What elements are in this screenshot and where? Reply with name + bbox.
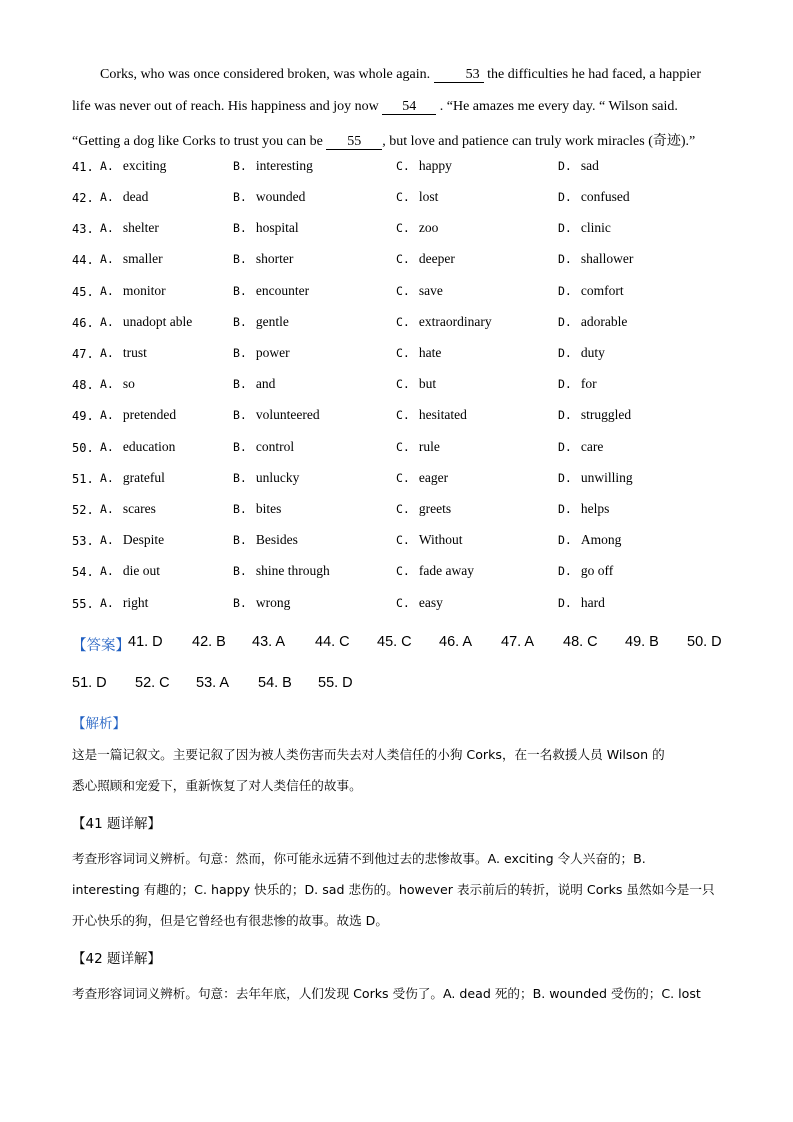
option-text: but [418, 376, 437, 391]
option-a [100, 345, 147, 361]
answer-item: 44. C [315, 634, 350, 650]
option-text: and [255, 376, 276, 391]
option-text: sad [580, 158, 599, 173]
question-row [72, 283, 724, 303]
answer-item: 48. C [563, 634, 598, 650]
option-letter: C. [396, 190, 410, 204]
option-text: encounter [255, 283, 310, 298]
answer-item: 49. B [625, 634, 659, 650]
option-text: exciting [122, 158, 167, 173]
question-row [72, 314, 724, 334]
question-row [72, 532, 724, 552]
option-c [396, 532, 463, 548]
option-letter: B. [233, 471, 247, 485]
option-text: Among [580, 532, 622, 547]
option-b [233, 251, 293, 267]
option-letter: C. [396, 284, 410, 298]
option-letter: A. [100, 502, 114, 516]
option-a [100, 376, 135, 392]
option-text: eager [418, 470, 449, 485]
option-letter: D. [558, 596, 572, 610]
option-a [100, 220, 159, 236]
question-row [72, 407, 724, 427]
option-text: rule [418, 439, 440, 454]
option-a [100, 439, 175, 455]
option-b [233, 501, 281, 517]
question-number: 46. [72, 316, 94, 330]
option-a [100, 532, 164, 548]
option-text: unadopt able [122, 314, 193, 329]
option-a [100, 283, 166, 299]
option-text: deeper [418, 251, 455, 266]
option-text: so [122, 376, 135, 391]
option-c [396, 595, 443, 611]
option-text: greets [418, 501, 452, 516]
option-d [558, 470, 633, 486]
passage-text: “Getting a dog like Corks to trust you can be [72, 134, 323, 149]
option-letter: D. [558, 377, 572, 391]
question-row [72, 595, 724, 615]
option-text: extraordinary [418, 314, 492, 329]
option-d [558, 532, 621, 548]
option-text: zoo [418, 220, 439, 235]
option-b [233, 158, 313, 174]
option-letter: C. [396, 502, 410, 516]
passage-text: the difficulties he had faced, a happier [487, 67, 702, 82]
option-letter: D. [558, 221, 572, 235]
answer-item: 53. A [196, 675, 230, 691]
option-text: volunteered [255, 407, 320, 422]
option-text: Without [418, 532, 463, 547]
question-row [72, 470, 724, 490]
passage-text: life was never out of reach. His happiness and joy now [72, 99, 379, 114]
option-letter: D. [558, 346, 572, 360]
option-text: shorter [255, 251, 294, 266]
answer-item: 41. D [128, 634, 163, 650]
option-letter: C. [396, 408, 410, 422]
q41-line-2: interesting 有趣的；C. happy 快乐的；D. sad 悲伤的。however 表示前后的转折，说明 Corks 虽然如今是一只 [72, 882, 715, 897]
passage-text: , but love and patience can truly work miracles (奇迹).” [382, 134, 696, 149]
option-d [558, 345, 605, 361]
option-letter: A. [100, 471, 114, 485]
option-d [558, 189, 630, 205]
option-text: for [580, 376, 597, 391]
option-c [396, 376, 436, 392]
option-letter: C. [396, 346, 410, 360]
option-letter: D. [558, 408, 572, 422]
option-text: Besides [255, 532, 298, 547]
option-text: duty [580, 345, 605, 360]
option-text: care [580, 439, 604, 454]
option-text: power [255, 345, 290, 360]
passage-line-1 [72, 67, 724, 83]
analysis-label: 【解析】 [72, 716, 126, 732]
option-d [558, 563, 613, 579]
option-c [396, 407, 467, 423]
option-b [233, 189, 305, 205]
option-letter: B. [233, 564, 247, 578]
option-text: right [122, 595, 149, 610]
option-letter: A. [100, 533, 114, 547]
option-letter: C. [396, 533, 410, 547]
option-c [396, 220, 438, 236]
option-text: interesting [255, 158, 313, 173]
option-b [233, 439, 294, 455]
option-c [396, 283, 443, 299]
option-d [558, 595, 605, 611]
answer-item: 51. D [72, 675, 107, 691]
option-text: bites [255, 501, 282, 516]
option-a [100, 501, 156, 517]
option-letter: A. [100, 284, 114, 298]
option-letter: A. [100, 408, 114, 422]
option-text: shallower [580, 251, 634, 266]
option-letter: D. [558, 471, 572, 485]
question-number: 53. [72, 534, 94, 548]
option-a [100, 595, 148, 611]
option-letter: A. [100, 190, 114, 204]
question-number: 47. [72, 347, 94, 361]
option-letter: D. [558, 315, 572, 329]
option-text: monitor [122, 283, 166, 298]
option-letter: A. [100, 564, 114, 578]
option-letter: A. [100, 315, 114, 329]
option-text: easy [418, 595, 443, 610]
option-letter: B. [233, 596, 247, 610]
question-number: 48. [72, 378, 94, 392]
option-c [396, 345, 441, 361]
option-c [396, 439, 440, 455]
option-text: trust [122, 345, 147, 360]
option-b [233, 407, 320, 423]
option-c [396, 563, 474, 579]
option-b [233, 563, 330, 579]
question-row [72, 189, 724, 209]
answer-item: 42. B [192, 634, 226, 650]
option-letter: B. [233, 315, 247, 329]
option-text: die out [122, 563, 160, 578]
option-d [558, 376, 597, 392]
summary-line-2: 悉心照顾和宠爱下，重新恢复了对人类信任的故事。 [72, 778, 362, 793]
question-number: 52. [72, 503, 94, 517]
option-letter: C. [396, 440, 410, 454]
option-b [233, 345, 290, 361]
option-letter: B. [233, 252, 247, 266]
option-letter: C. [396, 564, 410, 578]
option-text: education [122, 439, 176, 454]
option-letter: D. [558, 159, 572, 173]
question-row [72, 376, 724, 396]
option-letter: C. [396, 159, 410, 173]
option-text: hesitated [418, 407, 467, 422]
option-a [100, 563, 160, 579]
option-a [100, 470, 165, 486]
option-d [558, 314, 627, 330]
option-letter: B. [233, 408, 247, 422]
answer-item: 50. D [687, 634, 722, 650]
option-letter: A. [100, 252, 114, 266]
option-letter: A. [100, 221, 114, 235]
option-letter: C. [396, 596, 410, 610]
option-text: smaller [122, 251, 163, 266]
option-text: helps [580, 501, 610, 516]
option-letter: D. [558, 564, 572, 578]
q41-line-1: 考查形容词词义辨析。句意：然而，你可能永远猜不到他过去的悲惨故事。A. exciting 令人兴奋的；B. [72, 851, 646, 866]
question-row [72, 439, 724, 459]
option-b [233, 595, 290, 611]
option-text: hospital [255, 220, 299, 235]
answer-item: 55. D [318, 675, 353, 691]
option-d [558, 158, 599, 174]
option-letter: A. [100, 377, 114, 391]
passage-line-3 [72, 130, 724, 150]
answer-item: 47. A [501, 634, 535, 650]
option-letter: A. [100, 596, 114, 610]
q41-line-3: 开心快乐的狗，但是它曾经也有很悲惨的故事。故选 D。 [72, 913, 388, 928]
option-text: struggled [580, 407, 632, 422]
option-letter: A. [100, 159, 114, 173]
option-a [100, 314, 192, 330]
option-text: pretended [122, 407, 177, 422]
option-d [558, 501, 609, 517]
option-text: hate [418, 345, 442, 360]
option-d [558, 283, 624, 299]
option-c [396, 189, 438, 205]
option-b [233, 376, 275, 392]
answer-row-2 [72, 675, 724, 697]
option-a [100, 189, 148, 205]
option-c [396, 470, 448, 486]
option-a [100, 158, 166, 174]
option-text: go off [580, 563, 614, 578]
question-row [72, 158, 724, 178]
passage-line-2 [72, 99, 724, 115]
blank-55: 55 [326, 134, 382, 150]
option-letter: B. [233, 502, 247, 516]
option-text: Despite [122, 532, 165, 547]
option-d [558, 407, 631, 423]
question-row [72, 501, 724, 521]
option-letter: B. [233, 346, 247, 360]
option-text: fade away [418, 563, 474, 578]
option-letter: B. [233, 221, 247, 235]
option-d [558, 220, 611, 236]
option-text: happy [418, 158, 452, 173]
q42-line-1: 考查形容词词义辨析。句意：去年年底，人们发现 Corks 受伤了。A. dead 死的；B. wounded 受伤的；C. lost [72, 986, 701, 1001]
option-letter: C. [396, 377, 410, 391]
option-text: hard [580, 595, 605, 610]
option-text: lost [418, 189, 439, 204]
question-row [72, 220, 724, 240]
question-row [72, 345, 724, 365]
passage-text: . “He amazes me every day. “ Wilson said. [439, 99, 678, 114]
question-number: 54. [72, 565, 94, 579]
option-letter: B. [233, 377, 247, 391]
question-row [72, 563, 724, 583]
option-text: unwilling [580, 470, 633, 485]
option-letter: D. [558, 502, 572, 516]
option-c [396, 158, 452, 174]
option-letter: B. [233, 190, 247, 204]
option-letter: B. [233, 533, 247, 547]
answer-item: 45. C [377, 634, 412, 650]
option-letter: D. [558, 190, 572, 204]
option-text: adorable [580, 314, 628, 329]
question-number: 45. [72, 285, 94, 299]
option-letter: A. [100, 346, 114, 360]
question-number: 49. [72, 409, 94, 423]
answer-item: 46. A [439, 634, 473, 650]
question-number: 44. [72, 253, 94, 267]
question-number: 50. [72, 441, 94, 455]
option-text: wrong [255, 595, 291, 610]
option-letter: C. [396, 221, 410, 235]
option-a [100, 251, 163, 267]
option-letter: C. [396, 471, 410, 485]
blank-53: 53 [434, 67, 484, 83]
option-text: save [418, 283, 443, 298]
option-letter: D. [558, 533, 572, 547]
option-c [396, 314, 492, 330]
question-number: 43. [72, 222, 94, 236]
option-letter: D. [558, 440, 572, 454]
answer-item: 52. C [135, 675, 170, 691]
option-letter: D. [558, 284, 572, 298]
option-letter: C. [396, 252, 410, 266]
option-b [233, 314, 289, 330]
option-text: shine through [255, 563, 330, 578]
option-b [233, 470, 299, 486]
option-text: scares [122, 501, 156, 516]
option-text: gentle [255, 314, 289, 329]
question-row [72, 251, 724, 271]
answer-label: 【答案】 [72, 638, 130, 654]
option-b [233, 220, 299, 236]
option-letter: C. [396, 315, 410, 329]
option-b [233, 532, 298, 548]
question-number: 41. [72, 160, 94, 174]
answer-row-1 [72, 634, 724, 656]
option-b [233, 283, 309, 299]
option-letter: B. [233, 159, 247, 173]
option-text: grateful [122, 470, 165, 485]
option-text: wounded [255, 189, 306, 204]
summary-line-1: 这是一篇记叙文。主要记叙了因为被人类伤害而失去对人类信任的小狗 Corks，在一名救援人员 Wilson 的 [72, 747, 665, 762]
option-c [396, 501, 451, 517]
option-text: unlucky [255, 470, 300, 485]
option-text: control [255, 439, 295, 454]
option-a [100, 407, 176, 423]
option-letter: B. [233, 440, 247, 454]
question-number: 55. [72, 597, 94, 611]
option-d [558, 251, 633, 267]
blank-54: 54 [382, 99, 436, 115]
option-text: clinic [580, 220, 611, 235]
answer-item: 54. B [258, 675, 292, 691]
option-text: confused [580, 189, 630, 204]
question-number: 42. [72, 191, 94, 205]
answer-item: 43. A [252, 634, 286, 650]
option-letter: D. [558, 252, 572, 266]
option-letter: A. [100, 440, 114, 454]
option-letter: B. [233, 284, 247, 298]
q41-heading: 【41 题详解】 [72, 816, 161, 832]
question-number: 51. [72, 472, 94, 486]
option-text: dead [122, 189, 149, 204]
option-text: shelter [122, 220, 159, 235]
option-text: comfort [580, 283, 624, 298]
q42-heading: 【42 题详解】 [72, 951, 161, 967]
option-d [558, 439, 603, 455]
option-c [396, 251, 455, 267]
passage-text: Corks, who was once considered broken, was whole again. [100, 67, 431, 82]
